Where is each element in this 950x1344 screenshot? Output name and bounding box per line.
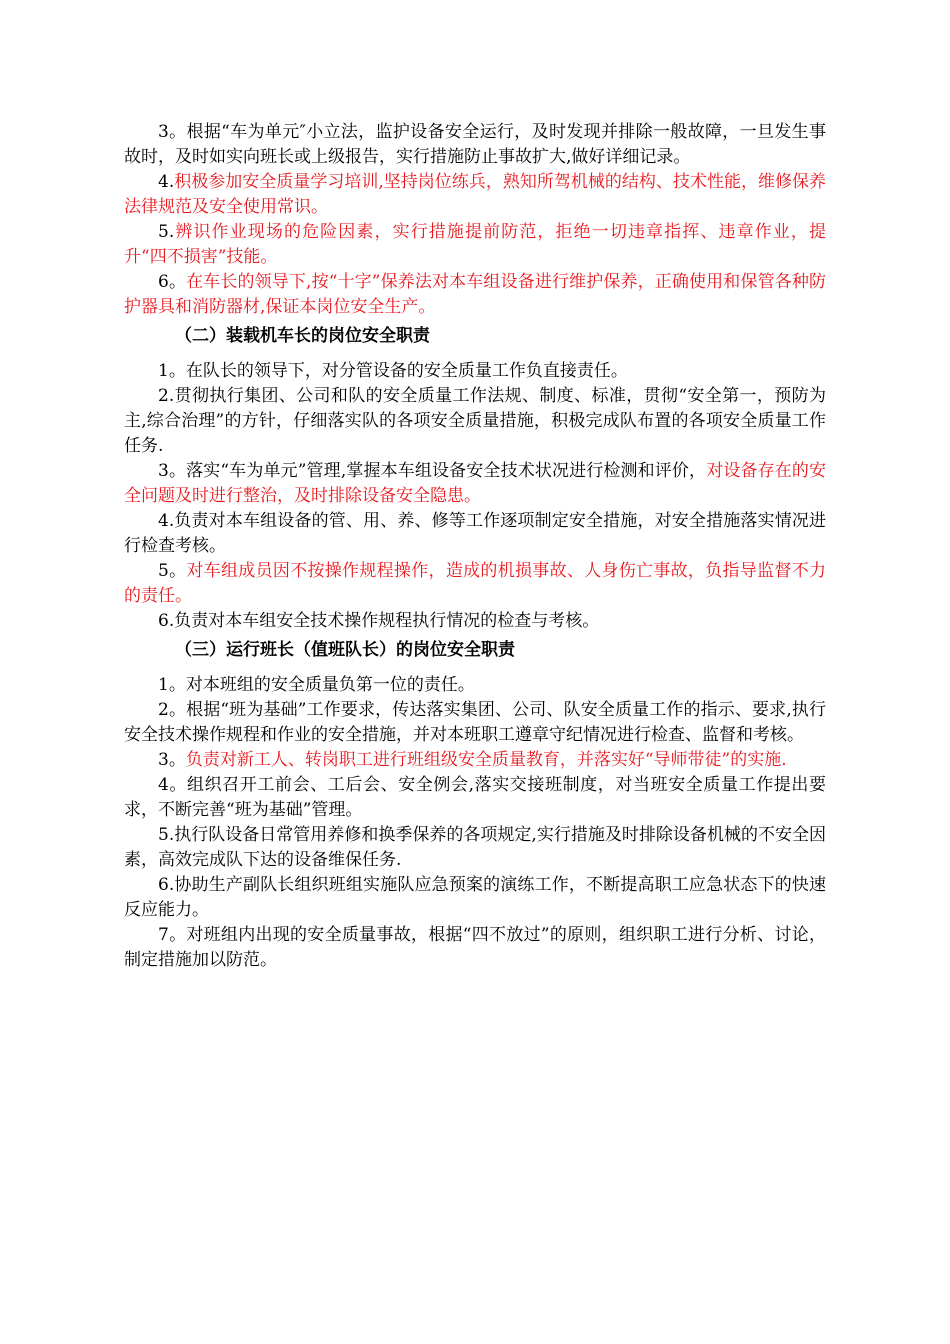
item-3-3	[124, 748, 826, 773]
item-1-6	[124, 270, 826, 320]
item-number: 5。	[158, 561, 187, 581]
section-heading-loader-captain: （二）装载机车长的岗位安全职责	[175, 326, 430, 346]
item-number: 4.	[158, 172, 175, 192]
item-text: 在车长的领导下,按“十字”保养法对本车组设备进行维护保养，正确使用和保管各种防护器具和消防器材,保证本岗位安全生产。	[124, 272, 826, 317]
item-3-1: 1。对本班组的安全质量负第一位的责任。	[158, 675, 475, 695]
item-text: 积极参加安全质量学习培训,坚持岗位练兵，熟知所驾机械的结构、技术性能，维修保养法律规范及安全使用常识。	[124, 172, 826, 217]
item-1-4	[124, 170, 826, 220]
item-2-3	[124, 459, 826, 509]
item-2-5	[124, 559, 826, 609]
item-2-2: 2.贯彻执行集团、公司和队的安全质量工作法规、制度、标准，贯彻“安全第一，预防为主,综合治理”的方针，仔细落实队的各项安全质量措施，积极完成队布置的各项安全质量工作任务.	[124, 386, 826, 456]
item-text: 辨识作业现场的危险因素，实行措施提前防范，拒绝一切违章指挥、违章作业，提升“四不损害”技能。	[124, 222, 826, 267]
item-number: 6。	[158, 272, 187, 292]
item-number: 3。	[158, 750, 186, 770]
item-1-5	[124, 220, 826, 270]
document-page	[124, 120, 826, 973]
item-2-4: 4.负责对本车组设备的管、用、养、修等工作逐项制定安全措施，对安全措施落实情况进行检查考核。	[124, 511, 826, 556]
item-3-6: 6.协助生产副队长组织班组实施队应急预案的演练工作，不断提高职工应急状态下的快速反应能力。	[124, 875, 826, 920]
section-heading-shift-leader: （三）运行班长（值班队长）的岗位安全职责	[175, 640, 515, 660]
item-2-6: 6.负责对本车组安全技术操作规程执行情况的检查与考核。	[158, 611, 600, 631]
item-3-2: 2。根据“班为基础”工作要求，传达落实集团、公司、队安全质量工作的指示、要求,执行安全技术操作规程和作业的安全措施，并对本班职工遵章守纪情况进行检查、监督和考核。	[124, 700, 826, 745]
item-text: 3。落实“车为单元”管理,掌握本车组设备安全技术状况进行检测和评价，	[158, 461, 707, 481]
item-3-7: 7。对班组内出现的安全质量事故，根据“四不放过”的原则，组织职工进行分析、讨论，制定措施加以防范。	[124, 925, 826, 970]
item-number: 5.	[158, 222, 175, 242]
item-1-3: 3。根据“车为单元″小立法，监护设备安全运行，及时发现并排除一般故障，一旦发生事故时，及时如实向班长或上级报告，实行措施防止事故扩大,做好详细记录。	[124, 122, 826, 167]
item-3-5: 5.执行队设备日常管用养修和换季保养的各项规定,实行措施及时排除设备机械的不安全因素，高效完成队下达的设备维保任务.	[124, 825, 826, 870]
item-2-1: 1。在队长的领导下，对分管设备的安全质量工作负直接责任。	[158, 361, 628, 381]
item-3-4: 4。组织召开工前会、工后会、安全例会,落实交接班制度，对当班安全质量工作提出要求，不断完善“班为基础”管理。	[124, 775, 826, 820]
item-text-highlight: 对设备存在的安全问题及时进行整治，及时排除设备安全隐患。	[124, 461, 826, 506]
item-text: 负责对新工人、转岗职工进行班组级安全质量教育，并落实好“导师带徒”的实施.	[185, 750, 787, 770]
item-text: 对车组成员因不按操作规程操作，造成的机损事故、人身伤亡事故，负指导监督不力的责任。	[124, 561, 826, 606]
